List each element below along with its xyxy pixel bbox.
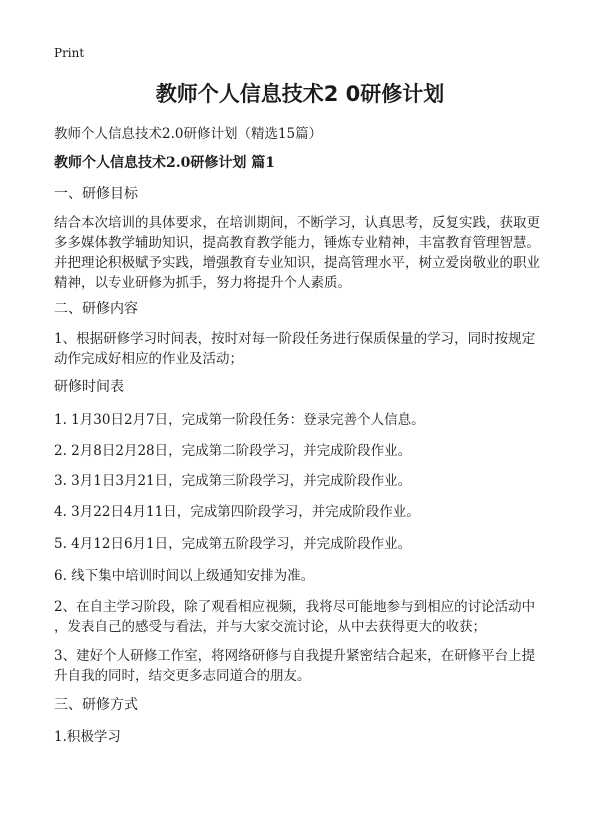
print-label[interactable]: Print xyxy=(54,46,85,60)
article-heading: 教师个人信息技术2.0研修计划 篇1 xyxy=(54,155,275,171)
schedule-item: 5. 4月12日6月1日，完成第五阶段学习，并完成阶段作业。 xyxy=(54,536,412,552)
method-item: 1.积极学习 xyxy=(54,729,121,745)
section-heading-method: 三、研修方式 xyxy=(54,697,138,713)
section-heading-content: 二、研修内容 xyxy=(54,301,138,317)
goals-paragraph-line: 并把理论积极赋予实践，增强教育专业知识，提高管理水平，树立爱岗敬业的职业 xyxy=(54,255,540,271)
content-item-line: 升自我的同时，结交更多志同道合的朋友。 xyxy=(54,668,311,684)
goals-paragraph-line: 多多媒体教学辅助知识，提高教育教学能力，锤炼专业精神，丰富教育管理智慧。 xyxy=(54,235,540,251)
goals-paragraph-line: 结合本次培训的具体要求，在培训期间，不断学习，认真思考，反复实践，获取更 xyxy=(54,215,540,231)
schedule-item: 6. 线下集中培训时间以上级通知安排为准。 xyxy=(54,568,315,584)
content-item-line: 1、根据研修学习时间表，按时对每一阶段任务进行保质保量的学习，同时按规定 xyxy=(54,331,536,347)
schedule-item: 4. 3月22日4月11日，完成第四阶段学习，并完成阶段作业。 xyxy=(54,504,420,520)
content-item-line: ，发表自己的感受与看法，并与大家交流讨论，从中去获得更大的收获； xyxy=(54,619,486,635)
document-subtitle: 教师个人信息技术2.0研修计划（精选15篇） xyxy=(54,126,323,142)
section-heading-goals: 一、研修目标 xyxy=(54,186,138,202)
schedule-heading: 研修时间表 xyxy=(54,379,124,395)
schedule-item: 3. 3月1日3月21日，完成第三阶段学习，并完成阶段作业。 xyxy=(54,473,412,489)
schedule-item: 2. 2月8日2月28日，完成第二阶段学习，并完成阶段作业。 xyxy=(54,443,412,459)
content-item-line: 动作完成好相应的作业及活动； xyxy=(54,351,243,367)
page-title: 教师个人信息技术2 0研修计划 xyxy=(155,82,445,106)
content-item-line: 3、建好个人研修工作室，将网络研修与自我提升紧密结合起来，在研修平台上提 xyxy=(54,648,536,664)
content-item-line: 2、在自主学习阶段，除了观看相应视频，我将尽可能地参与到相应的讨论活动中 xyxy=(54,599,536,615)
goals-paragraph-line: 精神，以专业研修为抓手，努力将提升个人素质。 xyxy=(54,275,351,291)
schedule-item: 1. 1月30日2月7日，完成第一阶段任务：登录完善个人信息。 xyxy=(54,412,425,428)
